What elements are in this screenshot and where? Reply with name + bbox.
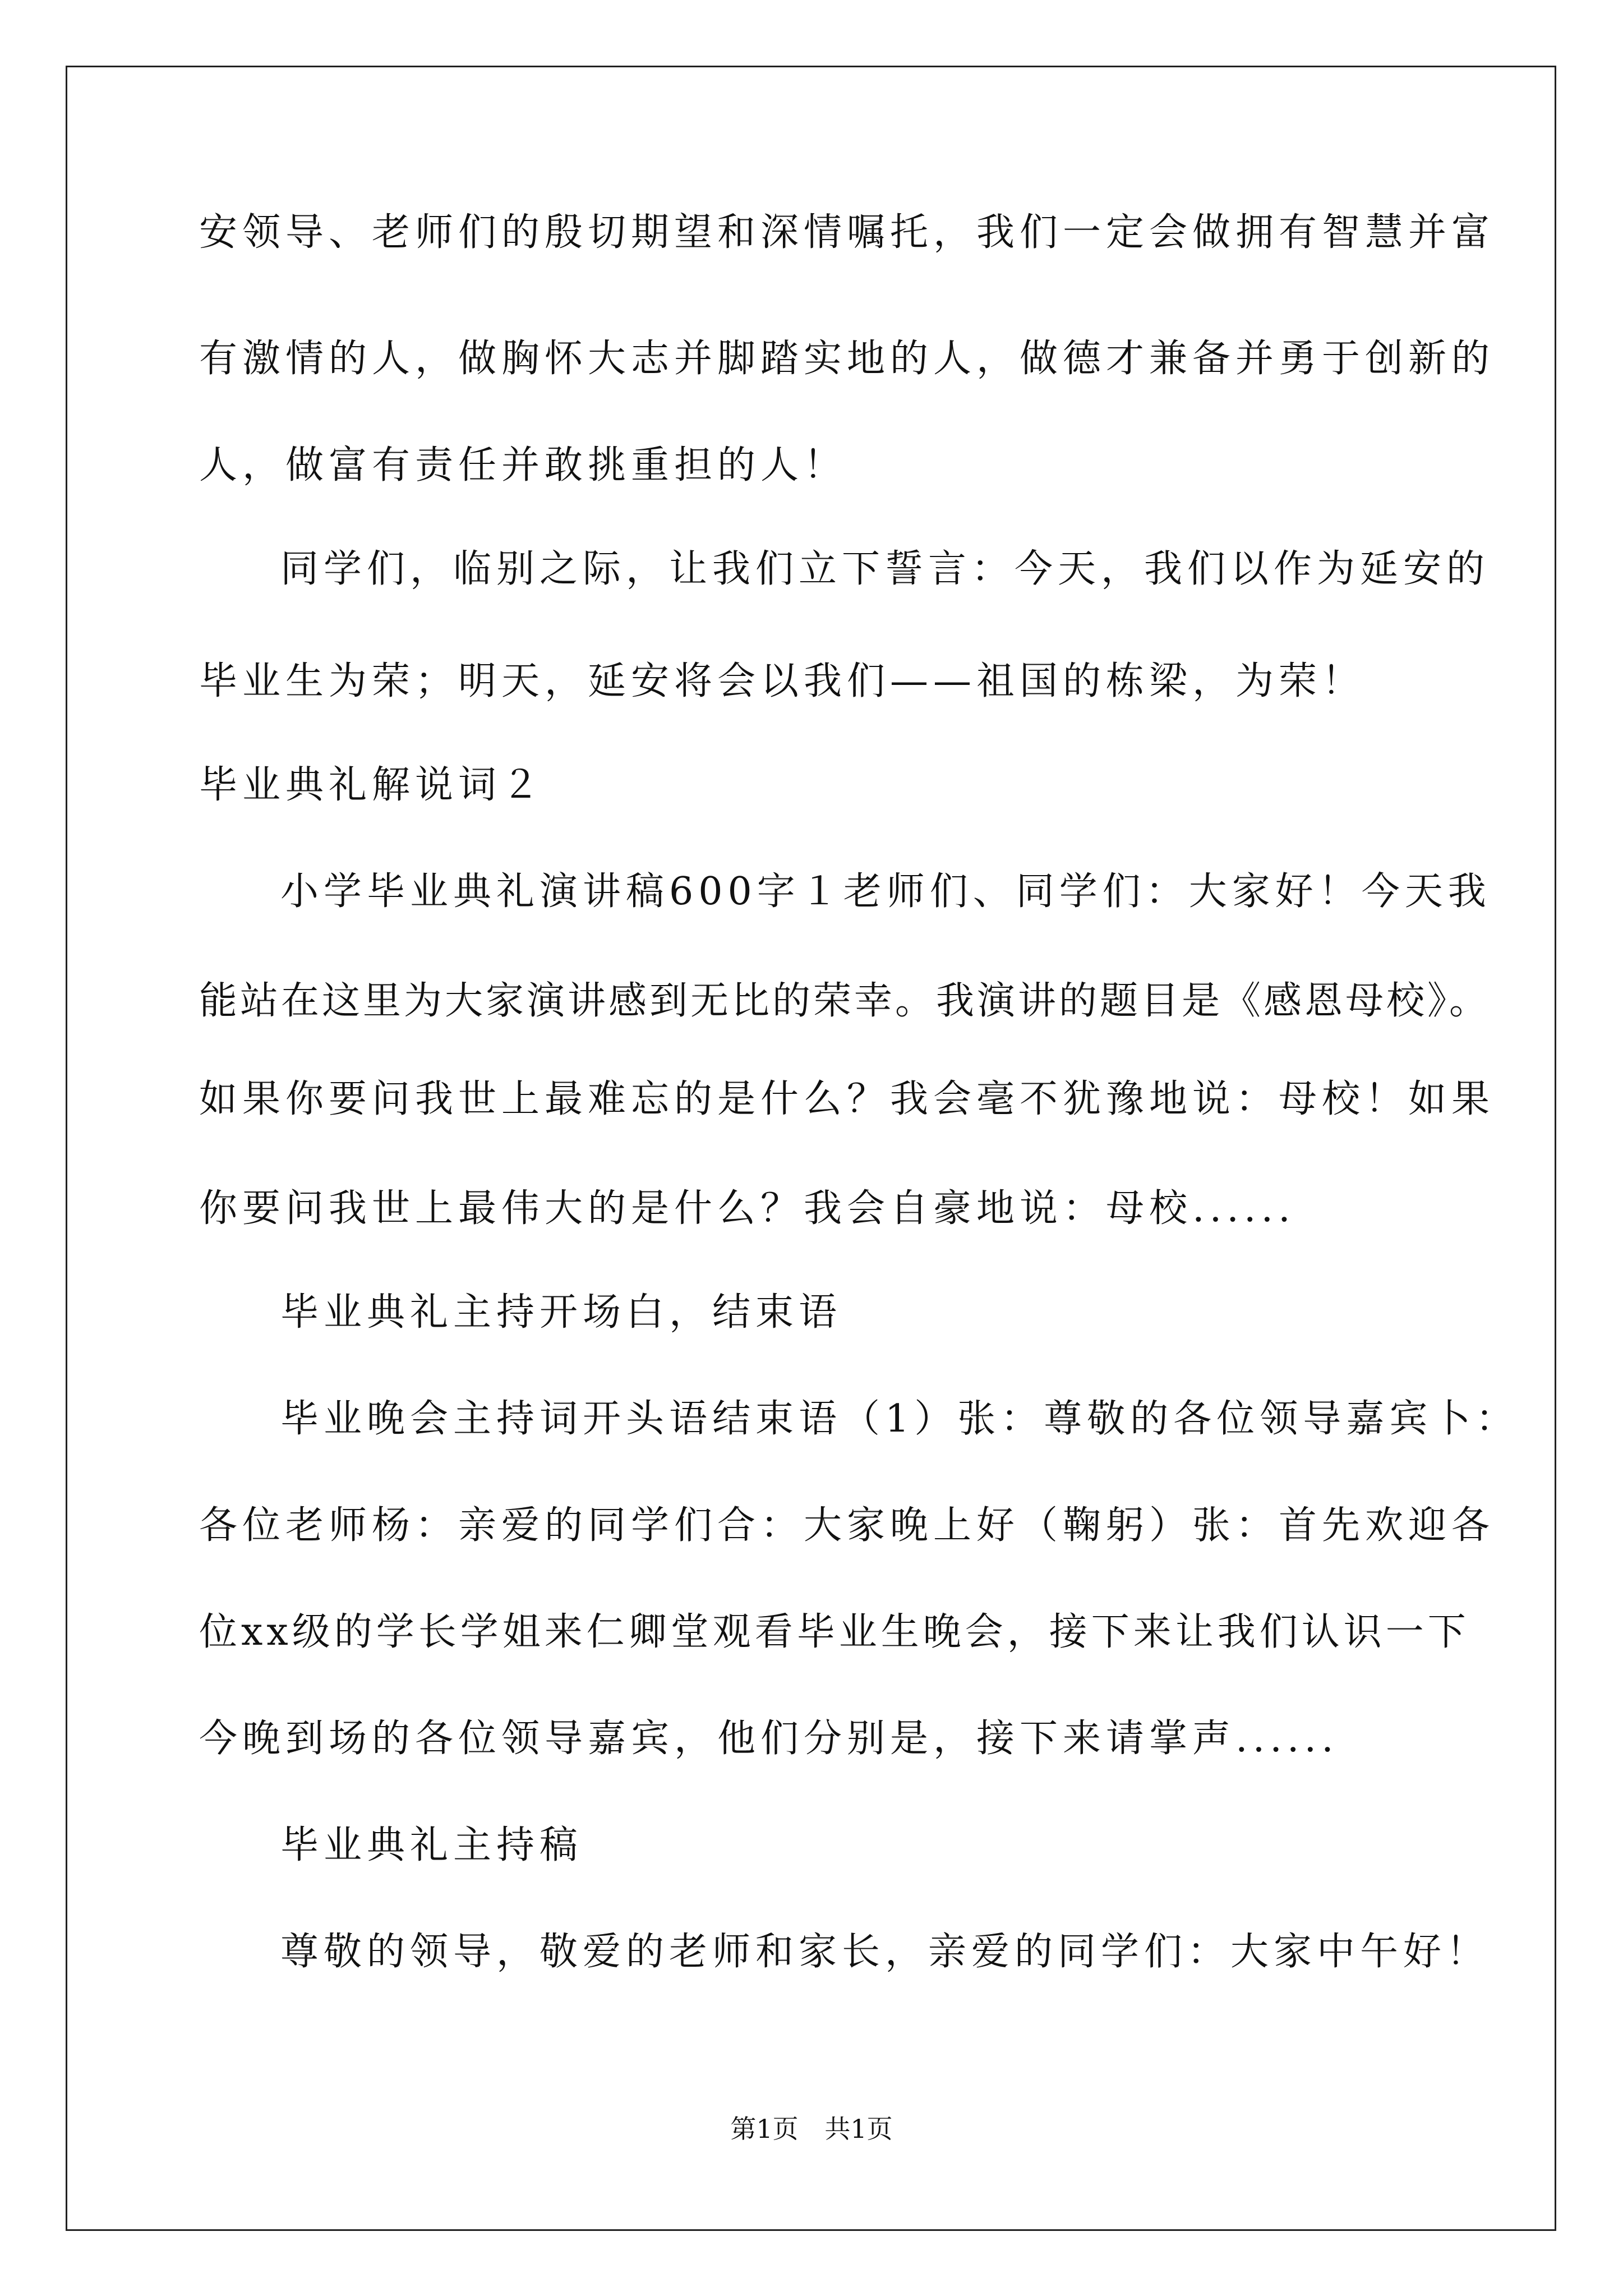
- paragraph-start: 毕业典礼主持开场白，结束语: [280, 1290, 842, 1335]
- paragraph-start: 小学毕业典礼演讲稿600字１老师们、同学们：大家好！今天我: [280, 869, 1491, 914]
- text-line: 如果你要问我世上最难忘的是什么？我会毫不犹豫地说：母校！如果: [199, 1077, 1495, 1121]
- page-total: 共1页: [824, 2114, 893, 2144]
- page-footer: [0, 2112, 1623, 2146]
- section-heading: 毕业典礼解说词２: [199, 763, 545, 807]
- paragraph-start: 同学们，临别之际，让我们立下誓言：今天，我们以作为延安的: [280, 547, 1490, 591]
- text-line: 安领导、老师们的殷切期望和深情嘱托，我们一定会做拥有智慧并富: [199, 210, 1495, 255]
- text-line: 毕业生为荣；明天，延安将会以我们——祖国的栋梁，为荣！: [199, 659, 1366, 703]
- page-number: 第1页: [730, 2114, 799, 2144]
- page-border: [66, 66, 1556, 2231]
- text-line: 今晚到场的各位领导嘉宾，他们分别是，接下来请掌声......: [199, 1717, 1339, 1761]
- text-line: 有激情的人，做胸怀大志并脚踏实地的人，做德才兼备并勇于创新的: [199, 337, 1495, 381]
- paragraph-start: 毕业典礼主持稿: [280, 1823, 583, 1867]
- text-line: 位xx级的学长学姐来仁卿堂观看毕业生晚会，接下来让我们认识一下: [199, 1610, 1470, 1654]
- text-line: 各位老师杨：亲爱的同学们合：大家晚上好（鞠躬）张：首先欢迎各: [199, 1503, 1495, 1548]
- paragraph-start: 毕业晚会主持词开头语结束语（1）张：尊敬的各位领导嘉宾卜：: [280, 1397, 1519, 1441]
- text-line: 能站在这里为大家演讲感到无比的荣幸。我演讲的题目是《感恩母校》。: [199, 979, 1491, 1023]
- text-line: 人，做富有责任并敢挑重担的人！: [199, 443, 847, 487]
- paragraph-start: 尊敬的领导，敬爱的老师和家长，亲爱的同学们：大家中午好！: [280, 1930, 1490, 1974]
- text-line: 你要问我世上最伟大的是什么？我会自豪地说：母校......: [199, 1186, 1295, 1231]
